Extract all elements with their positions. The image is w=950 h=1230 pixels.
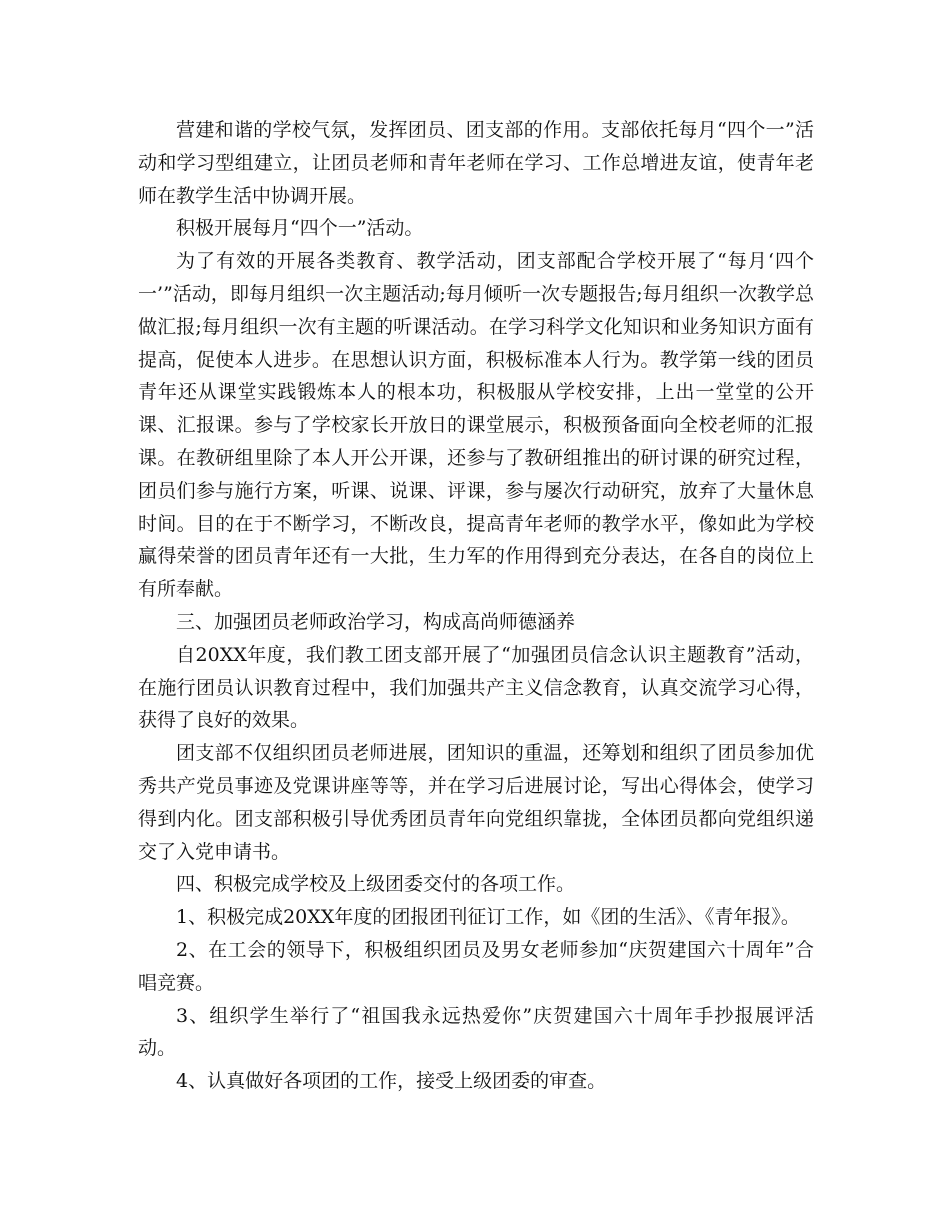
section-heading-political-study: 三、加强团员老师政治学习，构成高尚师德涵养 [176,610,576,633]
list-item-3: 3、组织学生举行了“祖国我永远热爱你”庆贺建国六十周年手抄报展评活动。 [138,1004,814,1060]
paragraph-monthly-activities-detail: 为了有效的开展各类教育、教学活动，团支部配合学校开展了“每月‘四个一’”活动，即每月组织一次主题活动;每月倾听一次专题报告;每月组织一次教学总做汇报;每月组织一次有主题的听课活动。在学习科学文化知识和业务知识方面有提高，促使本人进步。在思想认识方面，积极标准本人行为。教学第一线的团员青年还从课堂实践锻炼本人的根本功，积极服从学校安排，上出一堂堂的公开课、汇报课。参与了学校家长开放日的课堂展示，积极预备面向全校老师的汇报课。在教研组里除了本人开公开课，还参与了教研组推出的研讨课的研究过程，团员们参与施行方案，听课、说课、评课，参与屡次行动研究，放弃了大量休息时间。目的在于不断学习，不断改良，提高青年老师的教学水平，像如此为学校赢得荣誉的团员青年还有一大批，生力军的作用得到充分表达，在各自的岗位上有所奉献。 [138,250,814,601]
paragraph-belief-education: 自20XX年度，我们教工团支部开展了“加强团员信念认识主题教育”活动，在施行团员认识教育过程中，我们加强共产主义信念教育，认真交流学习心得，获得了良好的效果。 [138,643,814,732]
document-body [138,114,814,1098]
list-item-4: 4、认真做好各项团的工作，接受上级团委的审查。 [176,1070,607,1093]
paragraph-monthly-four-activities-heading: 积极开展每月“四个一”活动。 [176,217,424,240]
paragraph-party-knowledge: 团支部不仅组织团员老师进展，团知识的重温，还筹划和组织了团员参加优秀共产党员事迹及党课讲座等等，并在学习后进展讨论，写出心得体会，使学习得到内化。团支部积极引导优秀团员青年向党组织靠拢，全体团员都向党组织递交了入党申请书。 [138,742,814,863]
section-heading-assigned-tasks: 四、积极完成学校及上级团委交付的各项工作。 [176,873,576,896]
list-item-1: 1、积极完成20XX年度的团报团刊征订工作，如《团的生活》、《青年报》。 [176,906,800,929]
paragraph-harmonious-atmosphere: 营建和谐的学校气氛，发挥团员、团支部的作用。支部依托每月“四个一”活动和学习型组建立，让团员老师和青年老师在学习、工作总增进友谊，使青年老师在教学生活中协调开展。 [138,119,814,207]
list-item-2: 2、在工会的领导下，积极组织团员及男女老师参加“庆贺建国六十周年”合唱竞赛。 [138,938,814,994]
